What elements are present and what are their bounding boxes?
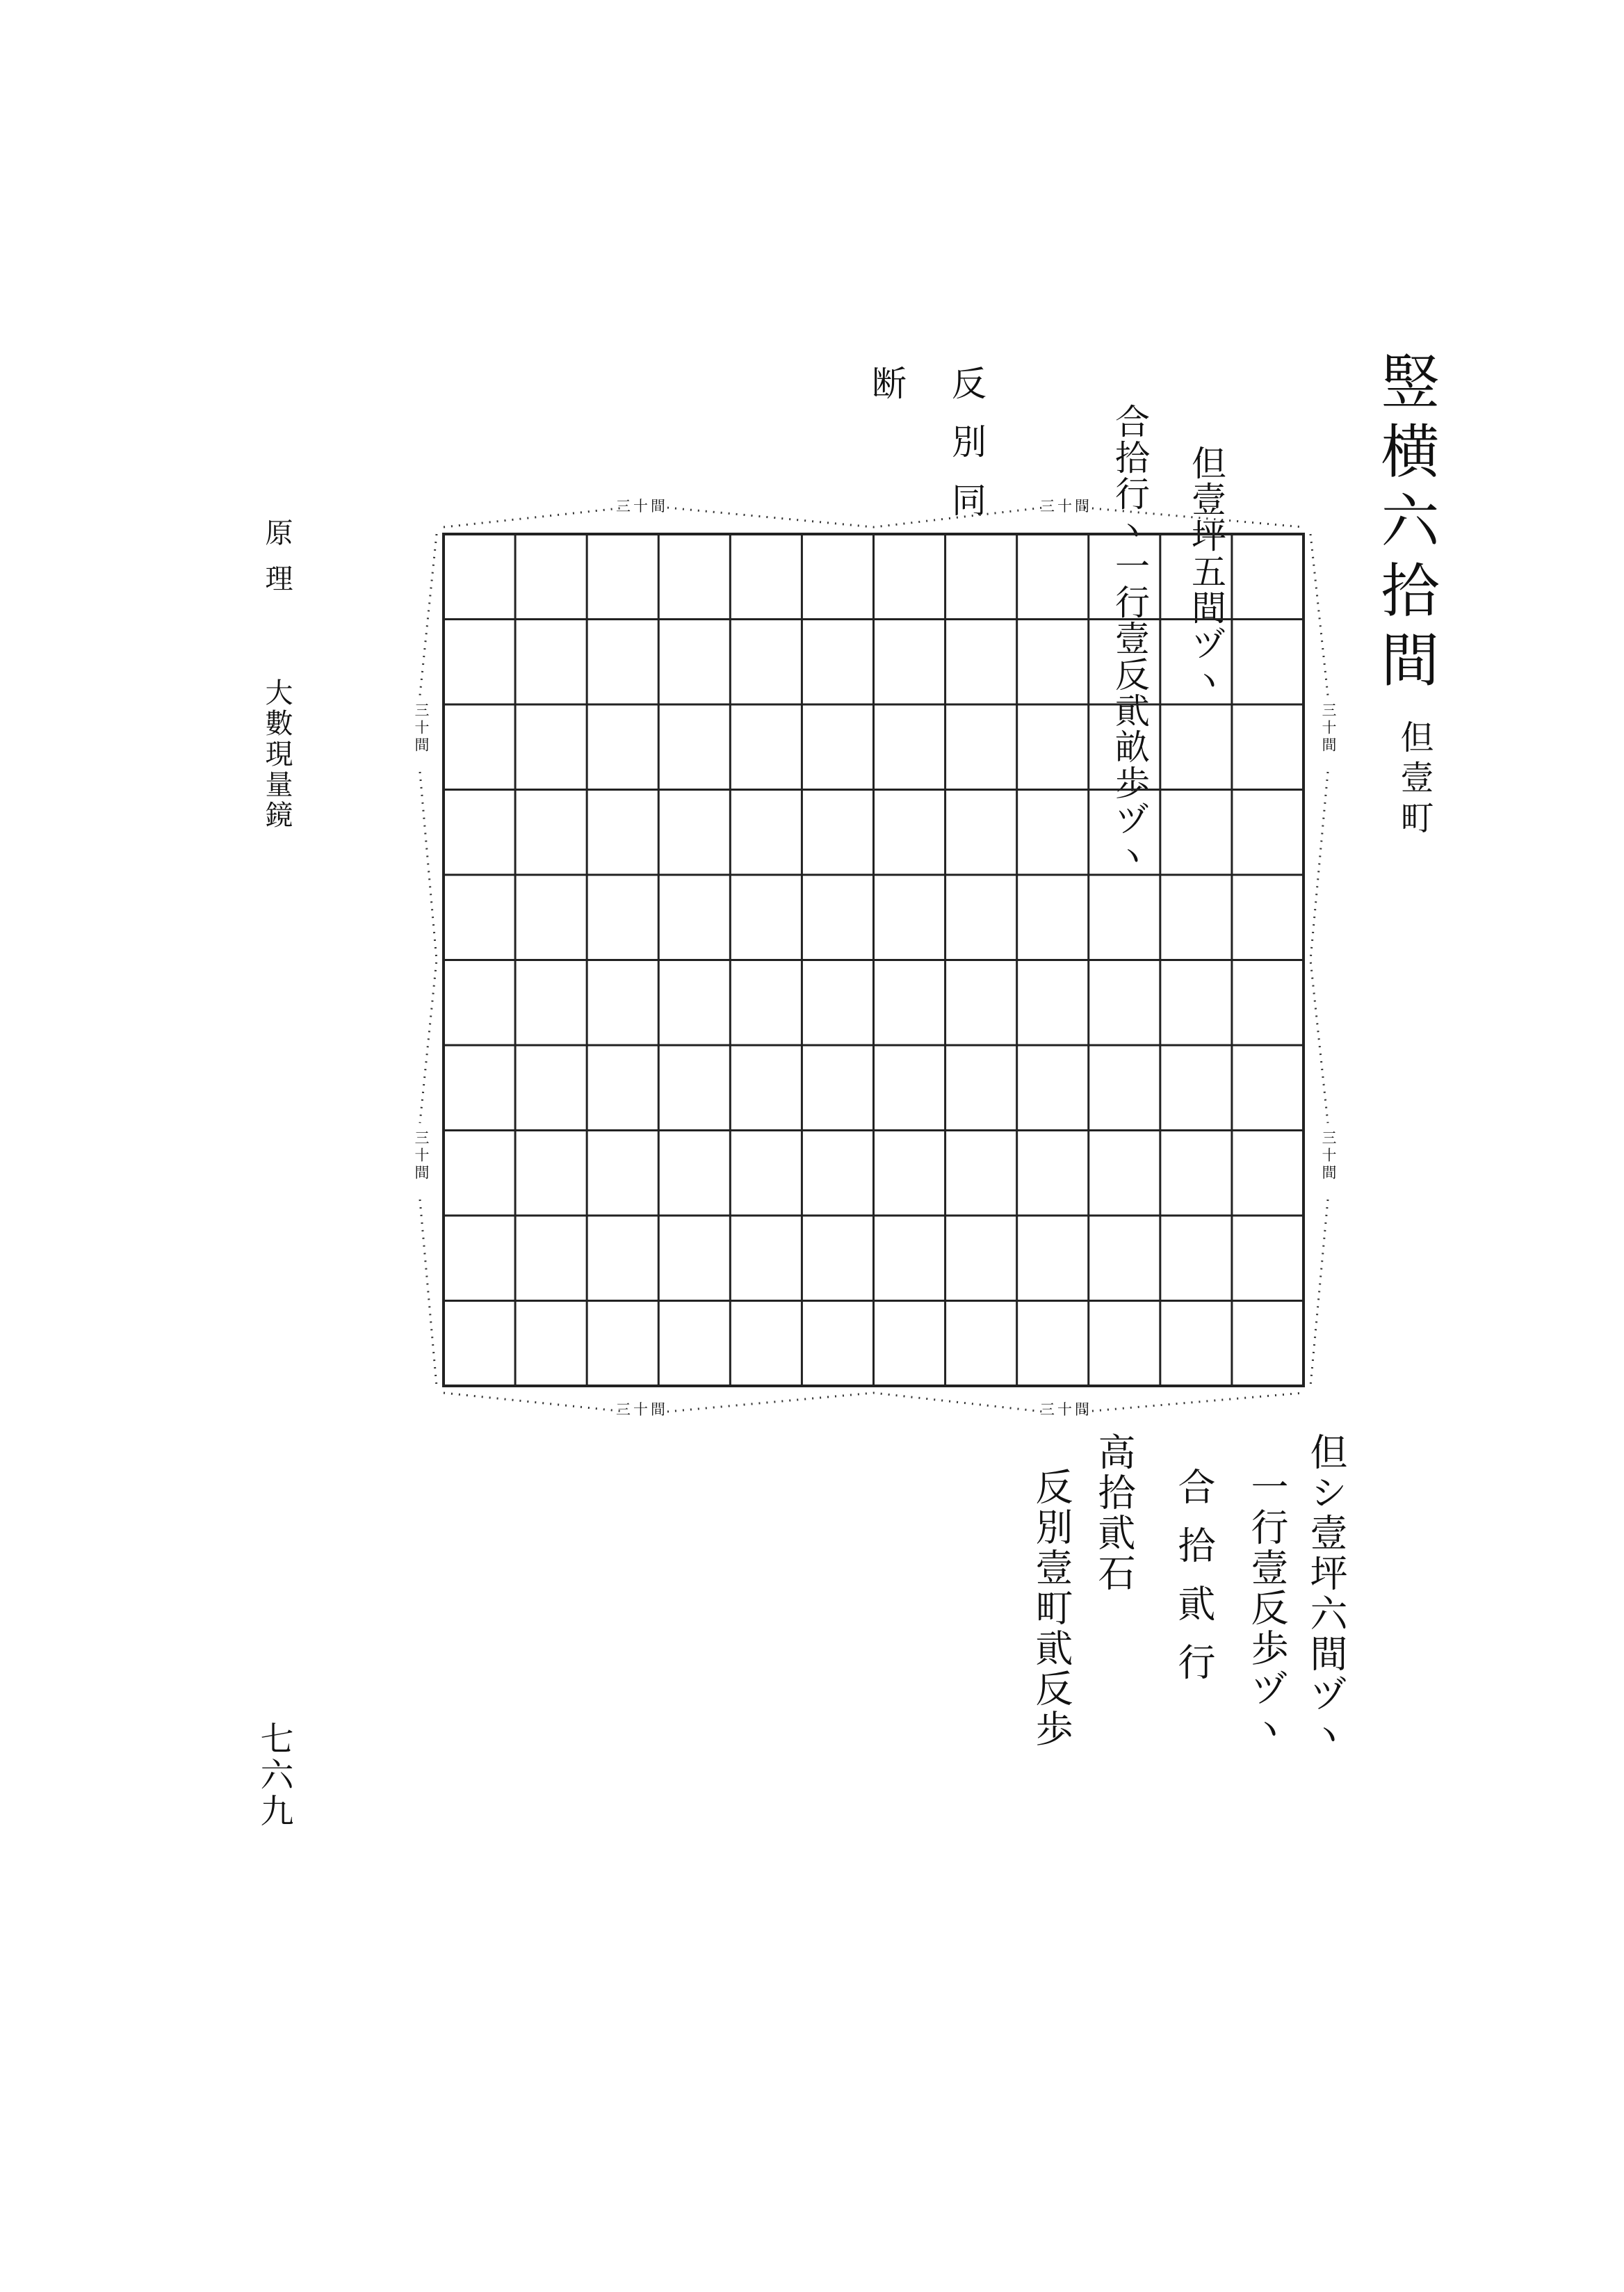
title-note: 但壹町 — [1395, 720, 1434, 841]
page-title: 竪横六拾間 — [1372, 351, 1440, 699]
dim-label-top-right: 三十間 — [1040, 498, 1092, 515]
dim-line-top — [444, 508, 1304, 527]
dim-label-left-lower: 三十間 — [413, 1130, 430, 1182]
bottom-note-line-1: 但シ壹坪六間ヅヽ — [1304, 1432, 1348, 1755]
dim-line-left — [420, 534, 437, 1386]
gutter-section-title: 大數現量鏡 — [261, 678, 293, 831]
land-plot-grid — [444, 534, 1304, 1386]
dim-label-top-left: 三十間 — [616, 498, 668, 515]
dim-label-right-upper: 三十間 — [1320, 702, 1337, 754]
dim-line-bottom — [444, 1393, 1304, 1412]
bottom-note-line-3: 合拾貮行 — [1172, 1467, 1216, 1701]
top-note-line-1: 但壹坪五間ヅヽ — [1186, 445, 1226, 698]
top-note-line-4: 断 — [866, 365, 907, 401]
dim-label-bottom-left: 三十間 — [616, 1401, 668, 1418]
top-note-line-3: 反別同 — [946, 365, 986, 540]
dim-label-left-upper: 三十間 — [413, 702, 430, 754]
bottom-note-line-2: 一行壹反歩ヅヽ — [1245, 1467, 1289, 1750]
top-note-line-2: 合拾行ヽ一行壹反貮畝歩ヅヽ — [1110, 403, 1150, 873]
gutter-book-title: 原理 — [261, 518, 293, 610]
bottom-note-line-4: 高拾貮石 — [1092, 1432, 1136, 1594]
bottom-note-line-5: 反別壹町貮反歩 — [1030, 1467, 1073, 1750]
page-number: 七六九 — [254, 1721, 293, 1830]
dim-label-bottom-right: 三十間 — [1040, 1401, 1092, 1418]
dim-line-right — [1310, 534, 1328, 1386]
dim-label-right-lower: 三十間 — [1320, 1130, 1337, 1182]
